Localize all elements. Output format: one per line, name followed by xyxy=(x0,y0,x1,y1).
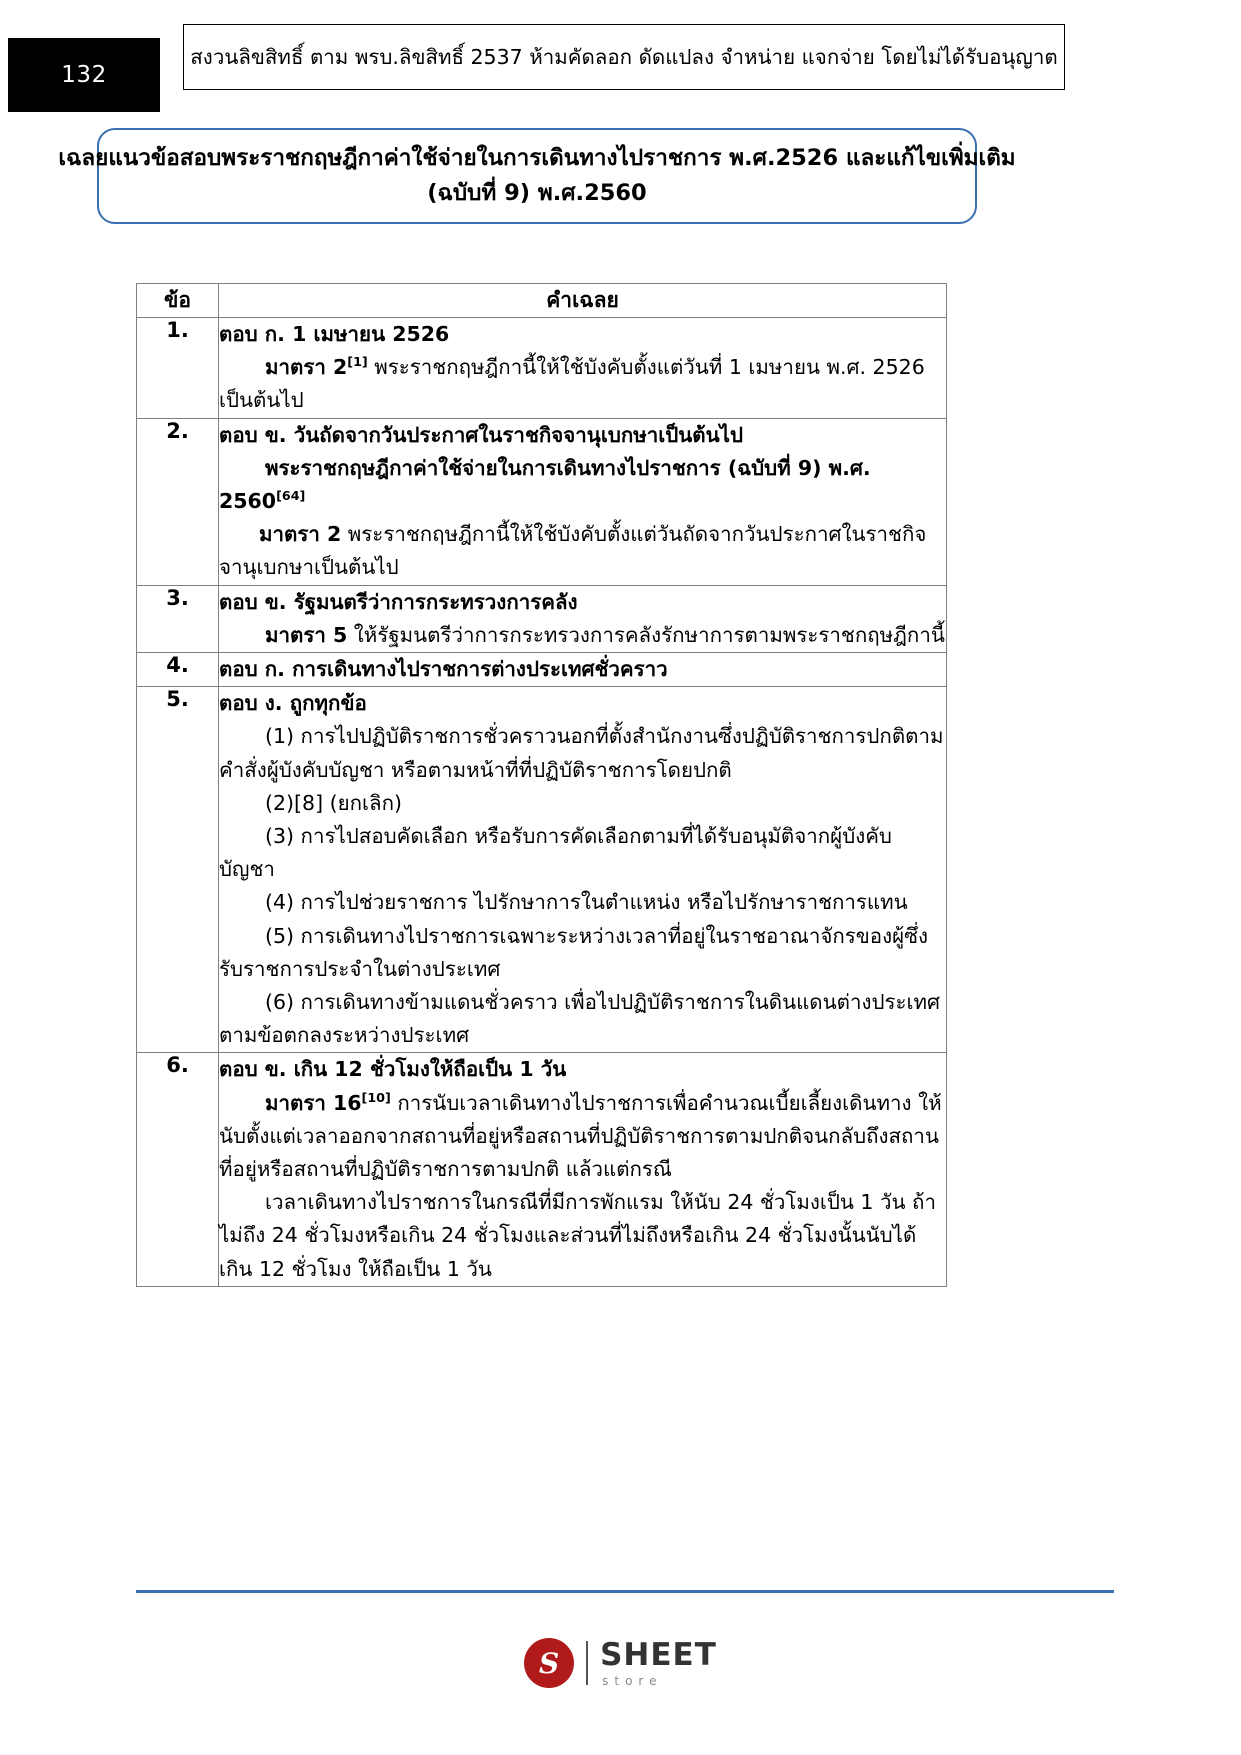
table-row xyxy=(137,585,947,652)
answer-cell xyxy=(219,687,947,1053)
table-header-row xyxy=(137,284,947,318)
answer-cell xyxy=(219,318,947,419)
answer-paragraph xyxy=(219,619,946,652)
answer-paragraph xyxy=(219,1087,946,1187)
answer-key-table xyxy=(136,283,947,1287)
document-title-box xyxy=(58,128,1016,224)
column-header-no: ข้อ xyxy=(137,284,219,318)
answer-paragraph xyxy=(219,1186,946,1286)
table-row xyxy=(137,687,947,1053)
paragraph-body: พระราชกฤษฎีกาค่าใช้จ่ายในการเดินทางไปราชการ (ฉบับที่ 9) พ.ศ. 2560 xyxy=(219,455,871,514)
row-number: 6. xyxy=(137,1053,219,1286)
table-row xyxy=(137,318,947,419)
paragraph-body: ตอบ ง. ถูกทุกข้อ xyxy=(219,691,367,716)
column-header-answer: คำเฉลย xyxy=(219,284,947,318)
logo-word: SHEET xyxy=(600,1636,717,1673)
answer-paragraph xyxy=(219,886,946,919)
answer-paragraph xyxy=(219,687,946,720)
page-title-line-2: (ฉบับที่ 9) พ.ศ.2560 xyxy=(427,180,647,206)
answer-paragraph xyxy=(219,452,946,518)
paragraph-body: พระราชกฤษฎีกานี้ให้ใช้บังคับตั้งแต่วันที่ 1 เมษายน พ.ศ. 2526 เป็นต้นไป xyxy=(219,355,925,413)
answer-paragraph xyxy=(219,720,946,786)
footnote-marker: [10] xyxy=(361,1089,391,1105)
section-reference: มาตรา 5 xyxy=(265,622,348,647)
answer-paragraph xyxy=(219,653,946,686)
logo-letter: S xyxy=(538,1646,560,1680)
section-reference: มาตรา 2 xyxy=(259,522,342,547)
paragraph-body: ตอบ ข. วันถัดจากวันประกาศในราชกิจจานุเบกษาเป็นต้นไป xyxy=(219,422,743,447)
row-number: 2. xyxy=(137,418,219,585)
page-number: 132 xyxy=(61,62,107,88)
table-body xyxy=(137,318,947,1287)
row-number: 3. xyxy=(137,585,219,652)
paragraph-body: ให้รัฐมนตรีว่าการกระทรวงการคลังรักษาการตามพระราชกฤษฎีกานี้ xyxy=(347,622,945,647)
table-row xyxy=(137,1053,947,1286)
footnote-marker: [64] xyxy=(276,488,306,504)
sheet-store-logo-icon xyxy=(524,1638,574,1688)
answer-cell xyxy=(219,1053,947,1286)
section-reference: มาตรา 16 xyxy=(265,1090,362,1115)
paragraph-body: (4) การไปช่วยราชการ ไปรักษาการในตำแหน่ง หรือไปรักษาราชการแทน xyxy=(265,890,908,915)
page-number-box xyxy=(8,38,160,112)
answer-paragraph xyxy=(219,787,946,820)
answer-paragraph xyxy=(219,920,946,986)
answer-paragraph xyxy=(219,518,946,584)
answer-cell xyxy=(219,418,947,585)
answer-paragraph xyxy=(219,986,946,1052)
paragraph-body: ตอบ ข. เกิน 12 ชั่วโมงให้ถือเป็น 1 วัน xyxy=(219,1057,567,1082)
paragraph-body: ตอบ ข. รัฐมนตรีว่าการกระทรวงการคลัง xyxy=(219,589,578,614)
paragraph-body: (5) การเดินทางไปราชการเฉพาะระหว่างเวลาที่อยู่ในราชอาณาจักรของผู้ซึ่งรับราชการประจำในต่างประเทศ xyxy=(219,923,929,981)
logo-subtitle: store xyxy=(602,1673,663,1688)
paragraph-body: (3) การไปสอบคัดเลือก หรือรับการคัดเลือกตามที่ได้รับอนุมัติจากผู้บังคับบัญชา xyxy=(219,824,892,882)
table-row xyxy=(137,418,947,585)
footnote-marker: [1] xyxy=(347,354,368,370)
footer-divider xyxy=(136,1590,1114,1593)
paragraph-body: ตอบ ก. 1 เมษายน 2526 xyxy=(219,322,450,346)
logo-divider xyxy=(586,1641,588,1685)
section-reference: มาตรา 2 xyxy=(265,355,348,380)
footer-logo xyxy=(0,1638,1241,1688)
paragraph-body: พระราชกฤษฎีกานี้ให้ใช้บังคับตั้งแต่วันถัดจากวันประกาศในราชกิจจานุเบกษาเป็นต้นไป xyxy=(219,522,927,580)
answer-paragraph xyxy=(219,1053,946,1086)
answer-paragraph xyxy=(219,318,946,351)
answer-paragraph xyxy=(219,351,946,417)
table-row xyxy=(137,653,947,687)
paragraph-body: (1) การไปปฏิบัติราชการชั่วคราวนอกที่ตั้งสำนักงานซึ่งปฏิบัติราชการปกติตามคำสั่งผู้บังคับบัญชา หรือตามหน้าที่ที่ปฏิบัติราชการโดยปกติ xyxy=(219,724,944,782)
answer-paragraph xyxy=(219,586,946,619)
answer-cell xyxy=(219,585,947,652)
copyright-box xyxy=(183,24,1065,90)
page-title-line-1: เฉลยแนวข้อสอบพระราชกฤษฎีกาค่าใช้จ่ายในการเดินทางไปราชการ พ.ศ.2526 และแก้ไขเพิ่มเติม xyxy=(58,145,1016,172)
paragraph-body: การนับเวลาเดินทางไปราชการเพื่อคำนวณเบี้ยเลี้ยงเดินทาง ให้นับตั้งแต่เวลาออกจากสถานที่อยู่หรือสถานที่ปฏิบัติราชการตามปกติจนกลับถึงสถานที่อยู่หรือสถานที่ปฏิบัติราชการตามปกติ แล้วแต่กรณี xyxy=(219,1090,942,1182)
paragraph-body: เวลาเดินทางไปราชการในกรณีที่มีการพักแรม ให้นับ 24 ชั่วโมงเป็น 1 วัน ถ้าไม่ถึง 24 ชั่วโมงหรือเกิน 24 ชั่วโมงและส่วนที่ไม่ถึงหรือเกิน 24 ชั่วโมงนั้นนับได้เกิน 12 ชั่วโมง ให้ถือเป็น 1 วัน xyxy=(219,1190,936,1281)
copyright-notice: สงวนลิขสิทธิ์ ตาม พรบ.ลิขสิทธิ์ 2537 ห้ามคัดลอก ดัดแปลง จำหน่าย แจกจ่าย โดยไม่ได้รับอนุญาต xyxy=(190,44,1058,69)
row-number: 5. xyxy=(137,687,219,1053)
paragraph-body: (6) การเดินทางข้ามแดนชั่วคราว เพื่อไปปฏิบัติราชการในดินแดนต่างประเทศตามข้อตกลงระหว่างประเทศ xyxy=(219,990,941,1048)
row-number: 1. xyxy=(137,318,219,419)
paragraph-body: ตอบ ก. การเดินทางไปราชการต่างประเทศชั่วคราว xyxy=(219,657,668,682)
table-head xyxy=(137,284,947,318)
paragraph-body: (2)[8] (ยกเลิก) xyxy=(265,790,402,815)
row-number: 4. xyxy=(137,653,219,687)
logo-text xyxy=(600,1636,717,1688)
answer-cell xyxy=(219,653,947,687)
answer-paragraph xyxy=(219,419,946,452)
answer-paragraph xyxy=(219,820,946,886)
page-header xyxy=(0,24,1241,98)
